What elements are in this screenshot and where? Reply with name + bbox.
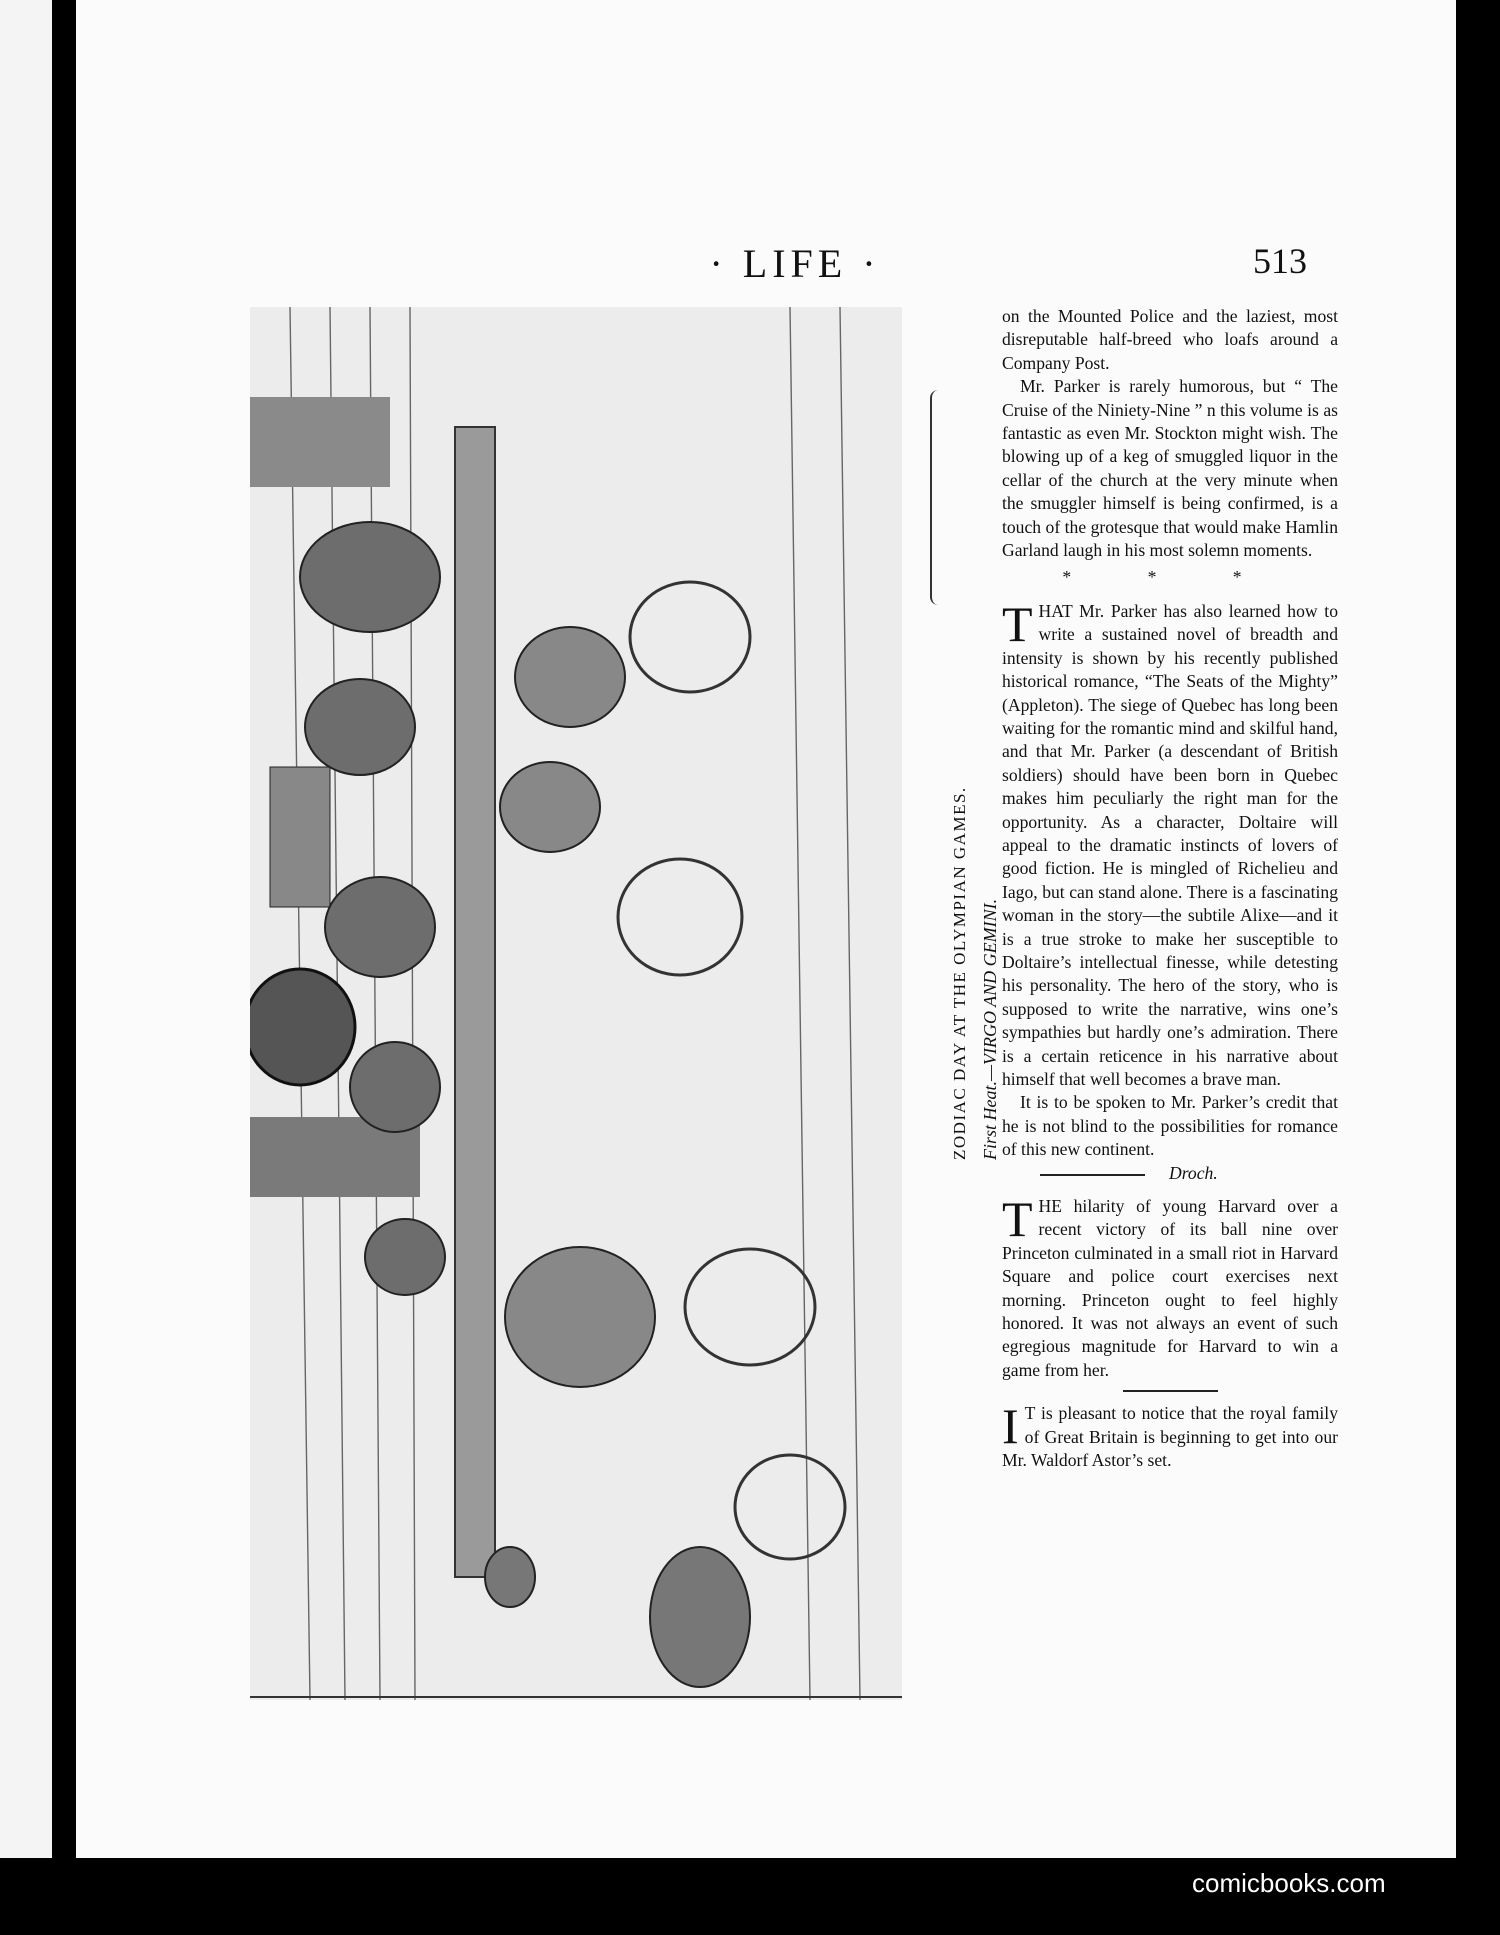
drop-cap: T <box>1002 1191 1033 1248</box>
running-head: · LIFE · <box>709 241 881 286</box>
review-signature-line <box>1002 1162 1338 1185</box>
paragraph-5-text: HE hilarity of young Harvard over a recent victory of its ball nine over Princeton culminated in a small riot in Harvard Square and police court exercises next morning. Princeton ought to feel highly honored. It was not always an event of such egregious magnitude for Harvard to win a game from her. <box>1002 1196 1338 1380</box>
caption-subtitle: First Heat.—VIRGO AND GEMINI. <box>980 898 1000 1160</box>
engraving-sketch <box>250 307 902 1700</box>
zodiac-illustration <box>250 307 902 1700</box>
page-number: 513 <box>1253 241 1307 281</box>
scan-border-right <box>1456 0 1500 1858</box>
facing-page-edge <box>0 0 52 1858</box>
artist-signature-stroke <box>930 390 948 605</box>
review-signature: Droch. <box>1169 1162 1218 1183</box>
signature-rule <box>1040 1174 1145 1176</box>
section-rule <box>1123 1390 1218 1392</box>
paragraph-6 <box>1002 1398 1338 1472</box>
paragraph-3 <box>1002 595 1338 1092</box>
caption-title: ZODIAC DAY AT THE OLYMPIAN GAMES. <box>950 786 969 1160</box>
paragraph-1: on the Mounted Police and the laziest, most disreputable half-breed who loafs around a Company Post. <box>1002 306 1338 373</box>
paragraph-3-text: HAT Mr. Parker has also learned how to write a sustained novel of breadth and intensity is shown by his recently published historical romance, “The Seats of the Mighty” (Appleton). The siege of Quebec has long been waiting for the romantic mind and skilful hand, and that Mr. Parker (a descendant of British soldiers) should have been born in Quebec makes him peculiarly the right man for the opportunity. As a character, Doltaire will appeal to the dramatic instincts of lovers of good fiction. He is mingled of Richelieu and Iago, but can stand alone. There is a fascinating woman in the story—the subtile Alixe—and it is a true stroke to make her susceptible to Doltaire’s intellectual finesse, while detesting his personality. The hero of the story, who is supposed to write the narrative, wins one’s sympathies but hardly one’s admiration. There is a certain reticence in his narrative about himself that well becomes a brave man. <box>1002 600 1338 1089</box>
paragraph-5 <box>1002 1191 1338 1382</box>
paragraph-2: Mr. Parker is rarely humorous, but “ The Cruise of the Niniety-Nine ” n this volume is as fantastic as even Mr. Stockton might wish. The blowing up of a keg of smuggled liquor in the cellar of the church at the very minute when the smuggler himself is being confirmed, is a touch of the grotesque that would make Hamlin Garland laugh in his most solemn moments. <box>1002 376 1338 561</box>
paragraph-6-text: T is pleasant to notice that the royal family of Great Britain is beginning to get into our Mr. Waldorf Astor’s set. <box>1002 1403 1338 1471</box>
drop-cap: I <box>1002 1398 1019 1455</box>
section-break: * * * <box>1062 567 1278 588</box>
illustration-caption <box>945 740 1007 1160</box>
site-watermark: comicbooks.com <box>1192 1868 1386 1898</box>
paragraph-4: It is to be spoken to Mr. Parker’s credit that he is not blind to the possibilities for romance of this new continent. <box>1002 1092 1338 1160</box>
text-column <box>1002 305 1338 1473</box>
drop-cap: T <box>1002 595 1033 652</box>
book-spine <box>52 0 76 1858</box>
